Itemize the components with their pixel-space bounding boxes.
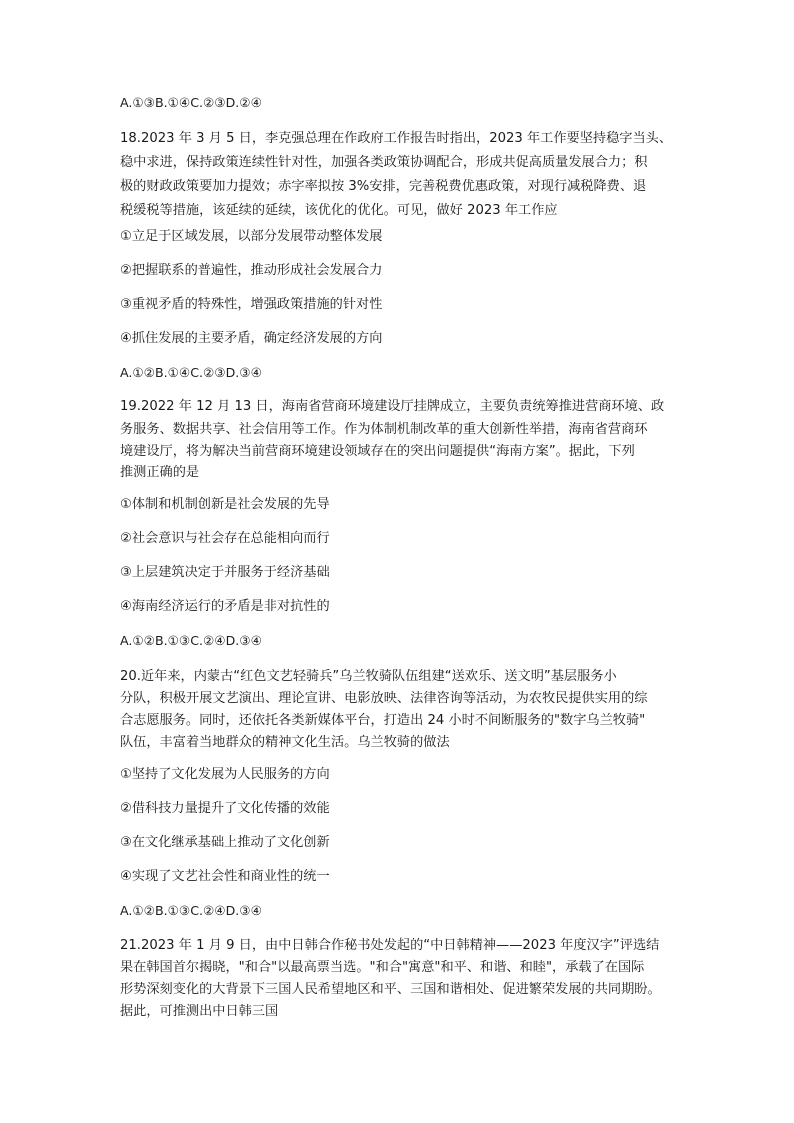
q20-option-1: ①坚持了文化发展为人民服务的方向 bbox=[120, 767, 330, 782]
q18-stem-line: 18.2023 年 3 月 5 日，李克强总理在作政府工作报告时指出，2023 年工作要坚持稳字当头、 bbox=[120, 131, 673, 146]
q18-option-1: ①立足于区域发展，以部分发展带动整体发展 bbox=[120, 229, 383, 244]
q19-stem-line: 境建设厅，将为解决当前营商环境建设领域存在的突出问题提供“海南方案”。据此，下列 bbox=[120, 444, 635, 459]
q20-answer-choices: A.①②B.①③C.②④D.③④ bbox=[120, 903, 262, 918]
q20-stem-line: 合志愿服务。同时，还依托各类新媒体平台，打造出 24 小时不间断服务的"数字乌兰牧骑" bbox=[120, 713, 646, 728]
q21-stem-line: 据此，可推测出中日韩三国 bbox=[120, 1004, 279, 1019]
q19-stem-line: 务服务、数据共享、社会信用等工作。作为体制机制改革的重大创新性举措，海南省营商环 bbox=[120, 422, 648, 437]
q18-option-3: ③重视矛盾的特殊性，增强政策措施的针对性 bbox=[120, 297, 383, 312]
q20-stem-line: 队伍，丰富着当地群众的精神文化生活。乌兰牧骑的做法 bbox=[120, 735, 450, 750]
q18-stem-line: 稳中求进，保持政策连续性针对性，加强各类政策协调配合，形成共促高质量发展合力；积 bbox=[120, 155, 648, 170]
q18-stem-line: 极的财政政策要加力提效；赤字率拟按 3%安排，完善税费优惠政策，对现行减税降费、退 bbox=[120, 179, 647, 194]
q20-option-3: ③在文化继承基础上推动了文化创新 bbox=[120, 835, 330, 850]
q18-option-4: ④抓住发展的主要矛盾，确定经济发展的方向 bbox=[120, 331, 383, 346]
q18-option-2: ②把握联系的普遍性，推动形成社会发展合力 bbox=[120, 263, 383, 278]
q19-option-2: ②社会意识与社会存在总能相向而行 bbox=[120, 531, 330, 546]
q20-stem-line: 分队，积极开展文艺演出、理论宣讲、电影放映、法律咨询等活动，为农牧民提供实用的综 bbox=[120, 691, 648, 706]
q19-option-4: ④海南经济运行的矛盾是非对抗性的 bbox=[120, 599, 330, 614]
q17-answer-choices: A.①③B.①④C.②③D.②④ bbox=[120, 95, 262, 110]
q21-stem-line: 形势深刻变化的大背景下三国人民希望地区和平、三国和谐相处、促进繁荣发展的共同期盼。 bbox=[120, 982, 661, 997]
q18-stem-line: 税缓税等措施，该延续的延续，该优化的优化。可见，做好 2023 年工作应 bbox=[120, 203, 558, 218]
q20-option-2: ②借科技力量提升了文化传播的效能 bbox=[120, 801, 330, 816]
q19-answer-choices: A.①②B.①③C.②④D.③④ bbox=[120, 633, 262, 648]
q18-answer-choices: A.①②B.①④C.②③D.③④ bbox=[120, 365, 262, 380]
q20-option-4: ④实现了文艺社会性和商业性的统一 bbox=[120, 869, 330, 884]
q19-option-1: ①体制和机制创新是社会发展的先导 bbox=[120, 497, 330, 512]
q19-stem-line: 推测正确的是 bbox=[120, 465, 200, 480]
q21-stem-line: 果在韩国首尔揭晓，"和合"以最高票当选。"和合"寓意"和平、和谐、和睦"，承载了在国际 bbox=[120, 960, 645, 975]
q19-option-3: ③上层建筑决定于并服务于经济基础 bbox=[120, 565, 330, 580]
q20-stem-line: 20.近年来，内蒙古“红色文艺轻骑兵”乌兰牧骑队伍组建“送欢乐、送文明”基层服务小 bbox=[120, 669, 617, 684]
q21-stem-line: 21.2023 年 1 月 9 日，由中日韩合作秘书处发起的“中日韩精神——2023 年度汉字”评选结 bbox=[120, 938, 660, 953]
q19-stem-line: 19.2022 年 12 月 13 日，海南省营商环境建设厅挂牌成立，主要负责统筹推进营商环境、政 bbox=[120, 399, 665, 414]
